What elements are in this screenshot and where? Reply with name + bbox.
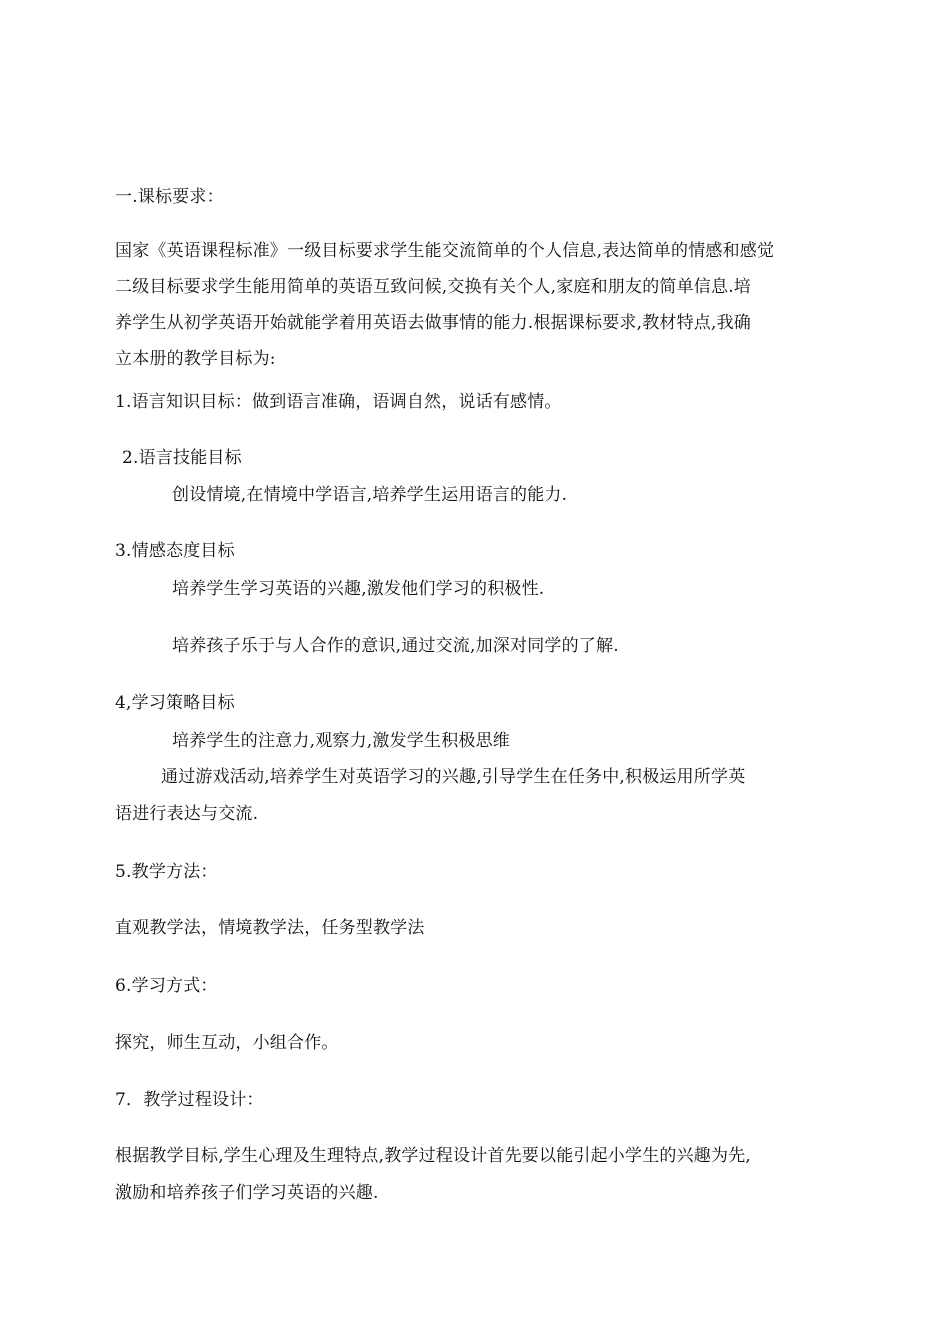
item-7-body-line-1: 根据教学目标,学生心理及生理特点,教学过程设计首先要以能引起小学生的兴趣为先, — [115, 1146, 752, 1166]
item-6-body: 探究，师生互动，小组合作。 — [115, 1033, 339, 1053]
item-3-body-1: 培养学生学习英语的兴趣,激发他们学习的积极性. — [172, 579, 545, 599]
item-3-body-2: 培养孩子乐于与人合作的意识,通过交流,加深对同学的了解. — [172, 636, 619, 656]
item-7-title: 7．教学过程设计： — [115, 1090, 264, 1110]
item-2-title: 2.语言技能目标 — [122, 448, 242, 468]
item-3-title: 3.情感态度目标 — [115, 541, 235, 561]
item-4-body-2-line-2: 语进行表达与交流. — [115, 804, 259, 824]
item-5-body: 直观教学法，情境教学法，任务型教学法 — [115, 918, 425, 938]
item-2-body: 创设情境,在情境中学语言,培养学生运用语言的能力. — [172, 485, 568, 505]
item-4-body-1: 培养学生的注意力,观察力,激发学生积极思维 — [172, 731, 511, 751]
item-4-body-2-line-1: 通过游戏活动,培养学生对英语学习的兴趣,引导学生在任务中,积极运用所学英 — [161, 767, 746, 787]
intro-line-1: 国家《英语课程标准》一级目标要求学生能交流简单的个人信息,表达简单的情感和感觉 — [115, 241, 775, 261]
intro-line-2: 二级目标要求学生能用简单的英语互致问候,交换有关个人,家庭和朋友的简单信息.培 — [115, 277, 752, 297]
item-4-title: 4,学习策略目标 — [115, 693, 235, 713]
item-6-title: 6.学习方式： — [115, 976, 218, 996]
intro-line-4: 立本册的教学目标为: — [115, 349, 276, 369]
intro-line-3: 养学生从初学英语开始就能学着用英语去做事情的能力.根据课标要求,教材特点,我确 — [115, 313, 752, 333]
item-5-title: 5.教学方法： — [115, 862, 218, 882]
item-1: 1.语言知识目标：做到语言准确，语调自然，说话有感情。 — [115, 392, 562, 412]
item-7-body-line-2: 激励和培养孩子们学习英语的兴趣. — [115, 1183, 379, 1203]
section-heading: 一.课标要求： — [115, 187, 224, 207]
